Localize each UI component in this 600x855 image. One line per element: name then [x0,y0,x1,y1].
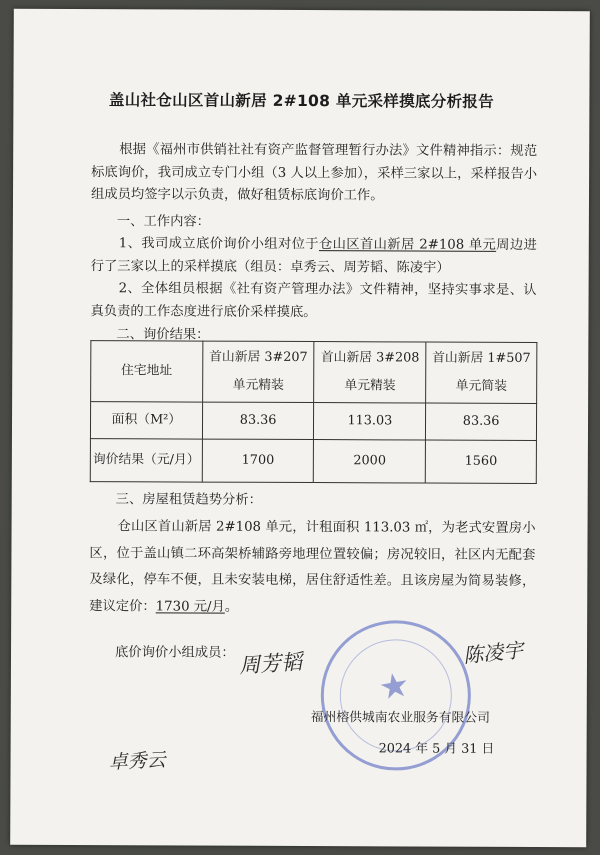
header-cell-sample-2: 首山新居 3#208 单元精装 [314,342,426,403]
signature-1: 周芳韬 [238,649,303,678]
document-page [10,9,590,848]
analysis-period: 。 [224,599,239,615]
section1-item2: 2、全体组员根据《社有资产管理办法》文件精神，坚持实事求是、认真负责的工作态度进行底价采样摸底。 [90,281,537,320]
item1-text-after: 周边进行了三家以上的采样摸底（组员：卓秀云、周芳韬、陈凌宇） [90,237,537,276]
seal-star-icon: ★ [375,664,413,710]
header-cell-address: 住宅地址 [91,341,203,402]
intro-paragraph: 根据《福州市供销社社有资产监督管理暂行办法》文件精神指示：规范标底询价，我司成立专门小组（3 人以上参加），采样三家以上，采样报告小组成员均签字以示负责，做好租赁标底询价工作。 [90,142,538,204]
header-cell-sample-1: 首山新居 3#207 单元精装 [202,341,314,402]
section1-heading: 一、工作内容： [116,214,211,230]
result-cell: 2000 [314,440,426,483]
analysis-body: 仓山区首山新居 2#108 单元，计租面积 113.03 ㎡，为老式安置房小区，位于盖山镇二环高架桥辅路旁地理位置较偏；房况较旧，社区内无配套及绿化，停车不便，且未安装电梯，居住舒适性差。且该房屋为简易装修，建议定价： [89,519,536,614]
area-cell: 83.36 [426,403,537,440]
table-row [90,402,536,441]
report-date: 2024 年 5 月 31 日 [378,741,495,757]
signature-2: 陈凌宇 [462,637,525,668]
area-label-cell: 面积（M²） [90,402,202,439]
table-row [90,439,536,484]
section3-heading: 三、房屋租赁趋势分析： [115,492,262,508]
item1-text-before: 1、我司成立底价询价小组对位于 [118,236,320,253]
area-cell: 113.03 [314,403,426,440]
section2-heading: 二、询价结果： [116,327,210,343]
result-cell: 1700 [202,439,314,482]
header-cell-sample-3: 首山新居 1#507 单元简装 [426,342,537,403]
price-inquiry-table [90,340,538,484]
company-name: 福州榕供城南农业服务有限公司 [310,710,490,726]
signature-3: 卓秀云 [108,748,167,774]
item1-address-underlined: 仓山区首山新居 2#108 单元 [318,237,497,253]
area-cell: 83.36 [202,402,314,439]
analysis-paragraph [89,514,535,622]
members-label: 底价询价小组成员： [114,645,235,661]
result-cell: 1560 [425,440,536,483]
report-title: 盖山社仓山区首山新居 2#108 单元采样摸底分析报告 [108,91,494,111]
section1-item1 [91,233,537,280]
result-label-cell: 询价结果（元/月） [90,439,202,482]
table-header-row [91,341,537,404]
suggested-price: 1730 元/月 [155,598,225,615]
